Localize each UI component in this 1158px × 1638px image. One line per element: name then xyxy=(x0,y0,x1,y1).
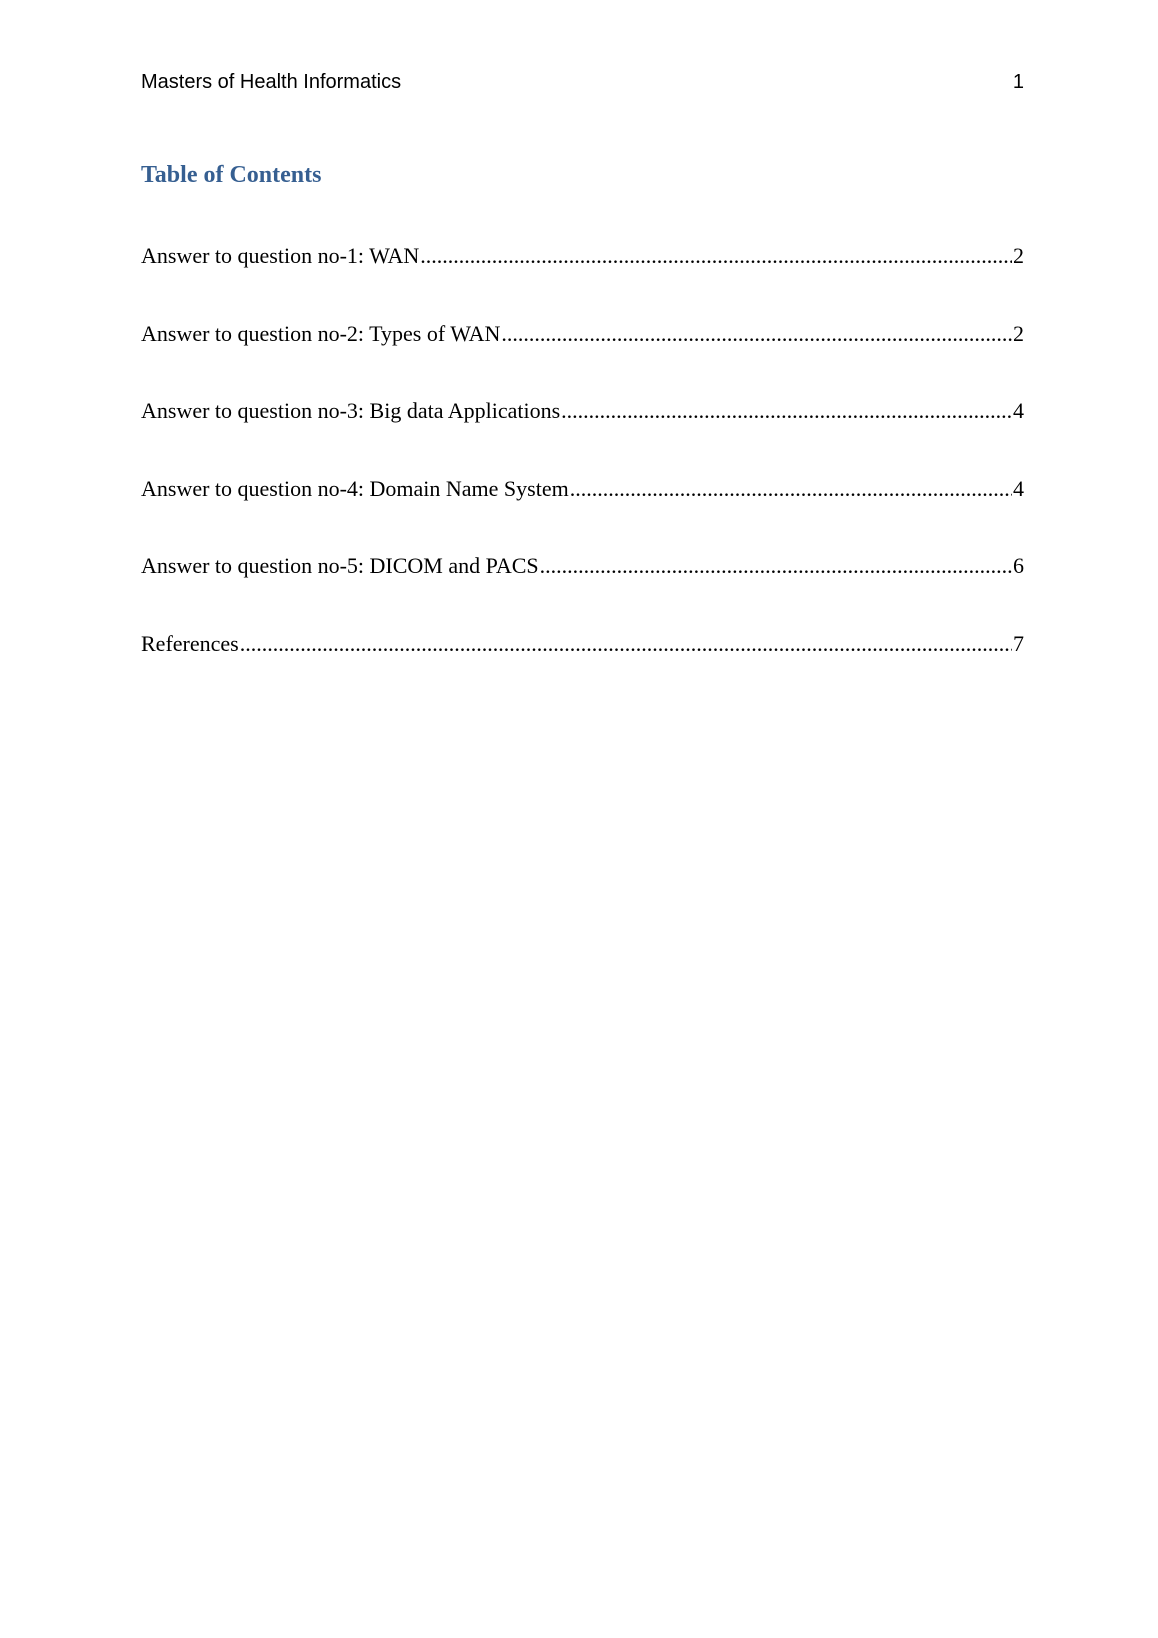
toc-entry-page[interactable]: 2 xyxy=(1013,320,1024,346)
page-header xyxy=(141,68,1024,96)
toc-entry-text[interactable]: Answer to question no-1: WAN xyxy=(141,243,420,268)
toc-entry-text[interactable]: References xyxy=(141,630,239,656)
toc-entry-question-1[interactable] xyxy=(141,238,1024,316)
toc-dot-leader xyxy=(420,238,1012,274)
toc-entry-question-3[interactable] xyxy=(141,393,1024,471)
toc-dot-leader xyxy=(240,626,1012,662)
toc-entry-text[interactable]: Answer to question no-4: Domain Name System xyxy=(141,475,569,501)
header-page-number: 1 xyxy=(1012,70,1024,93)
toc-dot-leader xyxy=(561,393,1012,429)
toc-entry-page[interactable]: 4 xyxy=(1013,475,1024,501)
toc-entry-text[interactable]: Answer to question no-5: DICOM and PACS xyxy=(141,553,539,578)
toc-entry-page[interactable]: 7 xyxy=(1013,630,1024,656)
toc-list xyxy=(141,238,1024,703)
toc-dot-leader xyxy=(540,548,1012,584)
toc-entry-question-4[interactable] xyxy=(141,471,1024,549)
toc-entry-page[interactable]: 4 xyxy=(1013,398,1024,423)
toc-entry-page[interactable]: 2 xyxy=(1013,243,1024,268)
toc-entry-references[interactable] xyxy=(141,626,1024,704)
toc-entry-text[interactable]: Answer to question no-3: Big data Applications xyxy=(141,398,561,423)
toc-entry-question-2[interactable] xyxy=(141,316,1024,394)
toc-entry-question-5[interactable] xyxy=(141,548,1024,626)
toc-entry-page[interactable]: 6 xyxy=(1013,553,1024,578)
toc-dot-leader xyxy=(501,316,1012,352)
toc-heading: Table of Contents xyxy=(141,162,322,188)
toc-entry-text[interactable]: Answer to question no-2: Types of WAN xyxy=(141,320,501,346)
toc-dot-leader xyxy=(570,471,1012,507)
header-title: Masters of Health Informatics xyxy=(141,70,402,93)
